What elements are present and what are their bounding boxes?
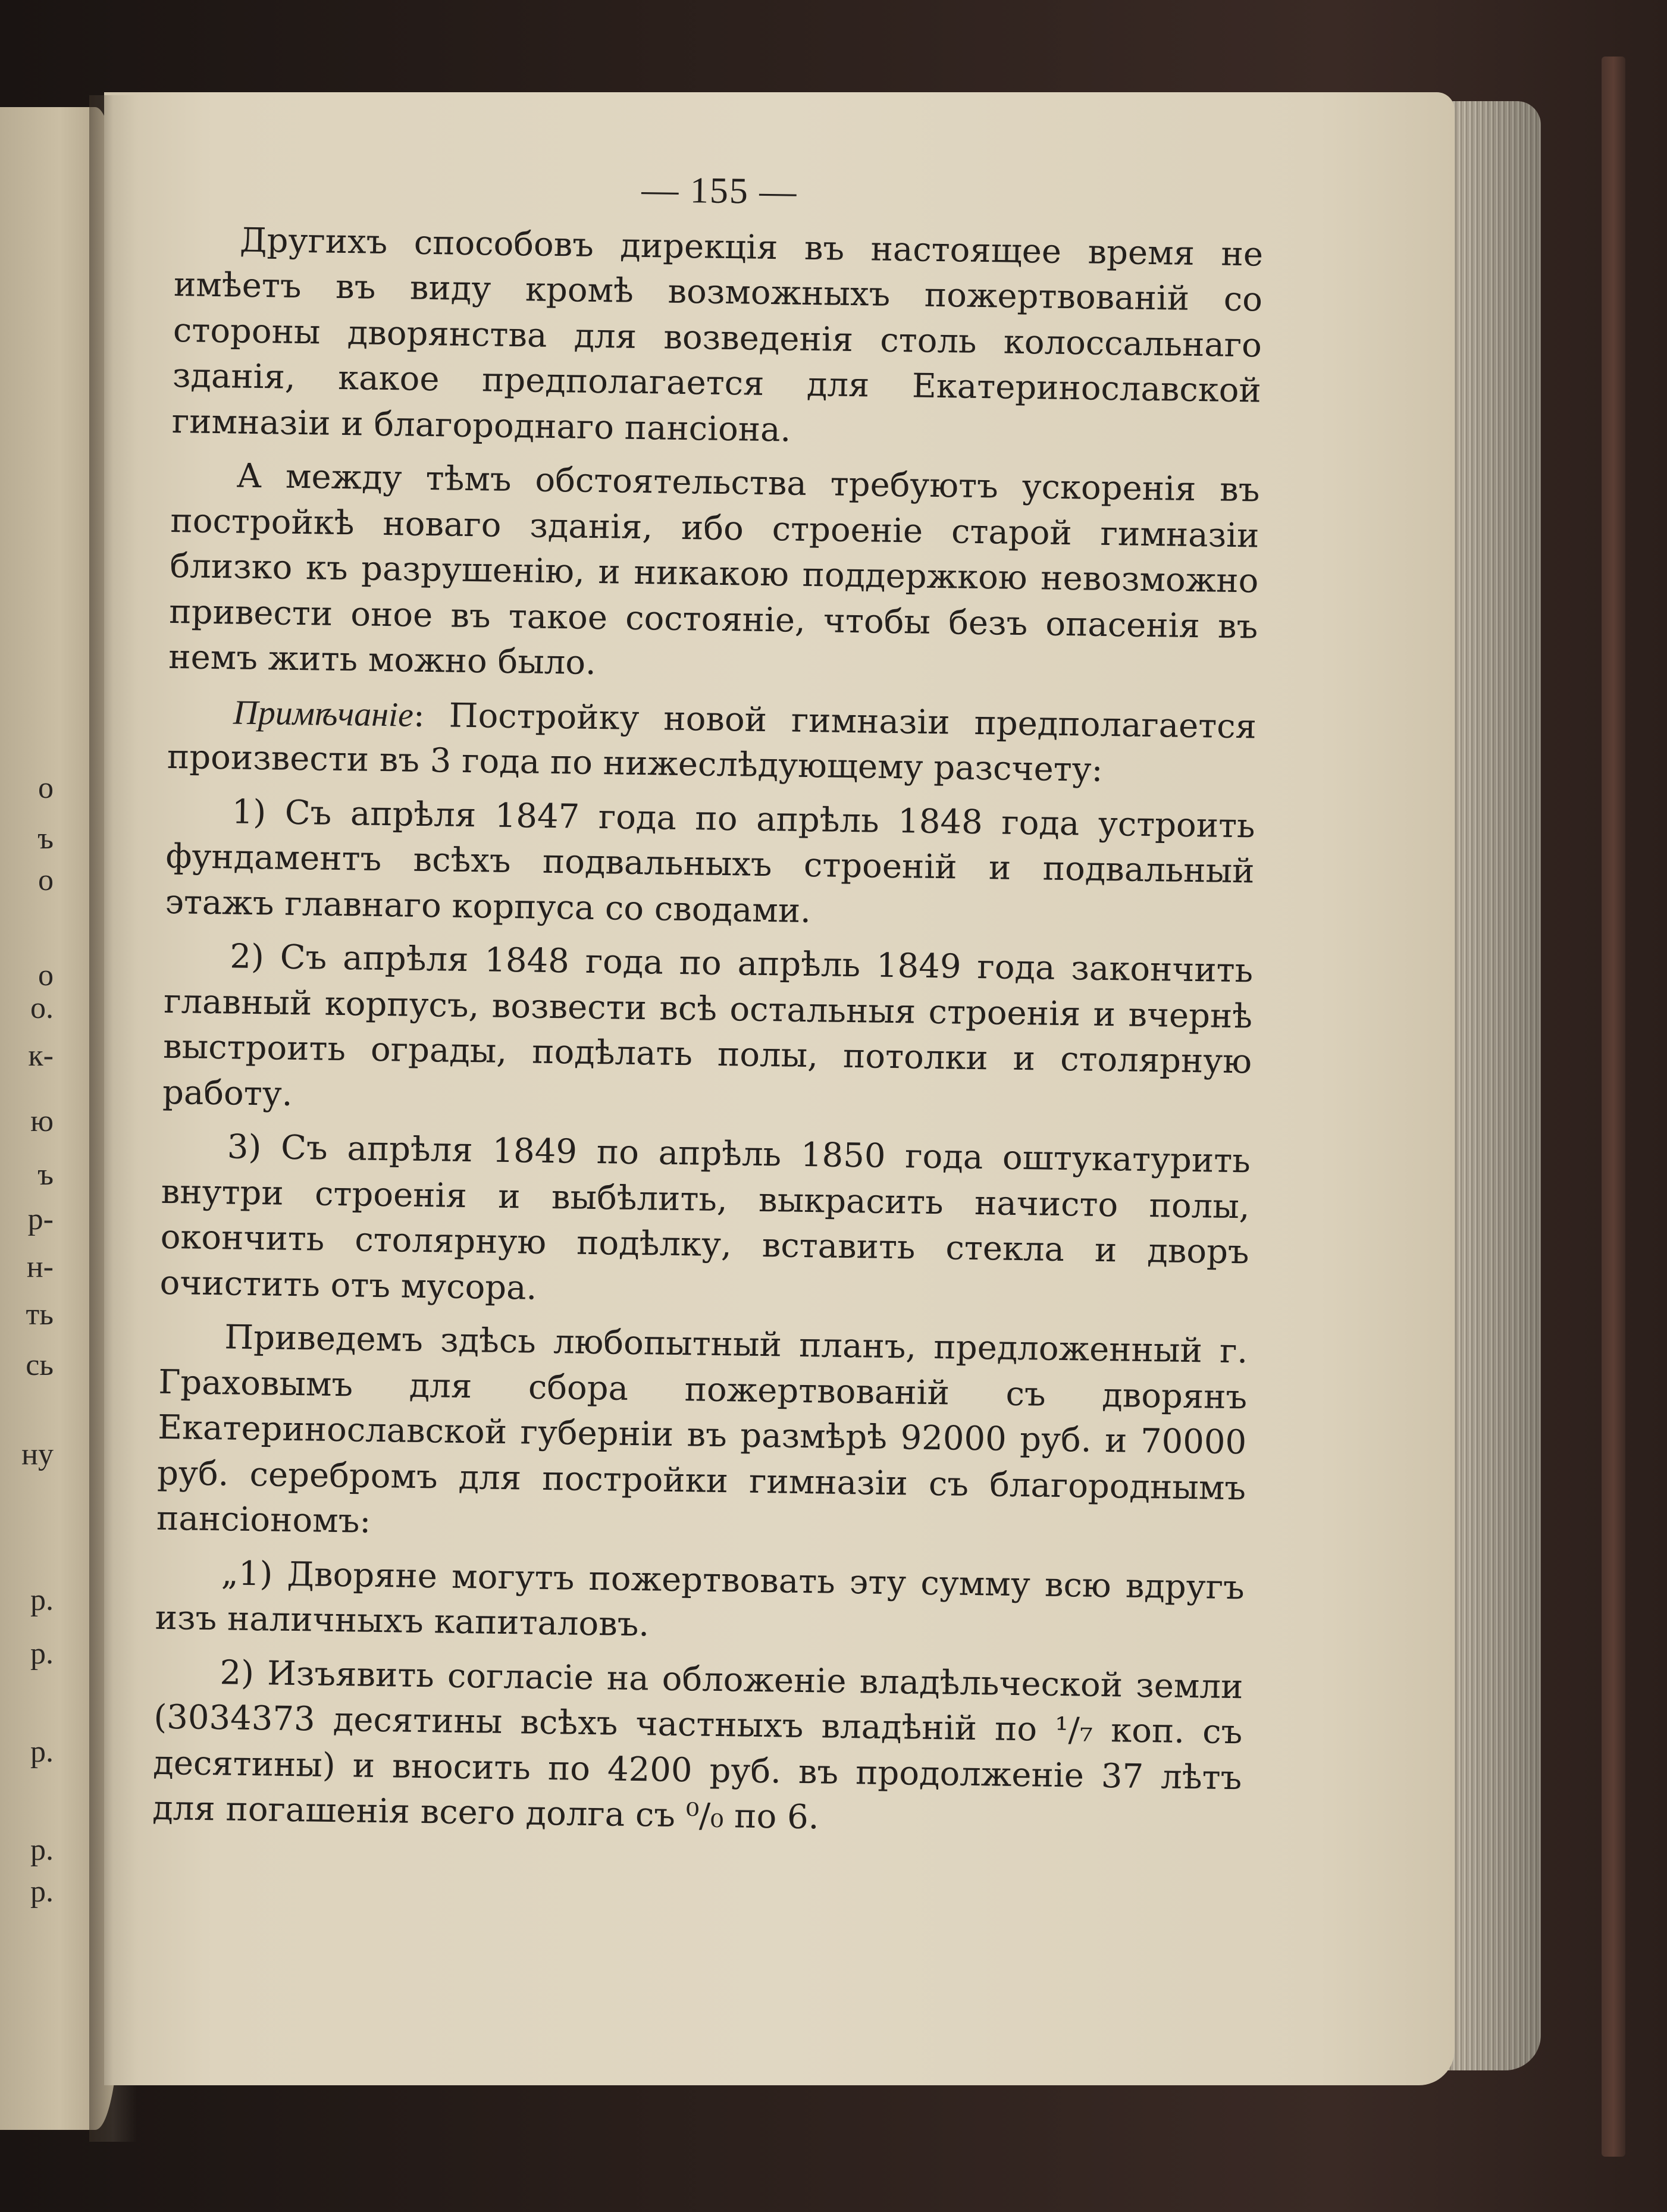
left-fragment: р-: [27, 1202, 54, 1236]
left-fragment: сь: [26, 1348, 54, 1382]
paragraph-note: [167, 688, 1256, 795]
quote-item-2: 2) Изъявить согласіе на обложеніе владѣльческой земли (3034373 десятины всѣхъ частныхъ владѣній по ¹/₇ коп. съ десятины) и вносить по 4200 руб. въ продолженіе 37 лѣтъ для погашенія всего долга съ ⁰/₀ по 6.: [152, 1653, 1243, 1837]
page-number: — 155 —: [641, 169, 798, 212]
list-item-1849: 3) Съ апрѣля 1849 по апрѣль 1850 года оштукатурить внутри строенія и выбѣлить, выкрасить начисто полы, окончить столярную подѣлку, вставить стекла и дворъ очистить отъ мусора.: [159, 1127, 1251, 1308]
left-fragment: ну: [21, 1437, 54, 1471]
paragraph-circumstances: А между тѣмъ обстоятельства требуютъ ускоренія въ постройкѣ новаго зданія, ибо строеніе старой гимназіи близко къ разрушенію, и никакою поддержкою невозможно привести оное въ такое состояніе, чтобы безъ опасенія въ немъ жить можно было.: [168, 456, 1260, 682]
quote-item-1: „1) Дворяне могутъ пожертвовать эту сумму всю вдругъ изъ наличныхъ капиталовъ.: [155, 1553, 1245, 1644]
list-item-1848: 2) Съ апрѣля 1848 года по апрѣль 1849 года закончить главный корпусъ, возвести всѣ остальныя строенія и вчернѣ выстроить ограды, подѣлать полы, потолки и столярную работу.: [162, 937, 1254, 1114]
left-fragment: ъ: [37, 822, 54, 856]
note-label: Примѣчаніе: [233, 692, 414, 734]
book-gutter: [89, 95, 137, 2142]
left-fragment: р.: [30, 1735, 54, 1769]
left-fragment: р.: [30, 1833, 54, 1867]
cover-edge: [1602, 57, 1625, 2157]
left-fragment: о: [38, 863, 54, 897]
left-fragment: р.: [30, 1583, 54, 1617]
left-fragment: о.: [30, 991, 54, 1025]
left-fragment: ъ: [37, 1158, 54, 1192]
left-fragment: р.: [30, 1875, 54, 1909]
list-item-1847: 1) Съ апрѣля 1847 года по апрѣль 1848 года устроить фундаментъ всѣхъ подвальныхъ строеній и подвальный этажъ главнаго корпуса со сводами.: [165, 792, 1256, 930]
paragraph-other-methods: Другихъ способовъ дирекція въ настоящее время не имѣетъ въ виду кромѣ возможныхъ пожертвованій со стороны дворянства для возведенія столь колоссальнаго зданія, какое предполагается для Екатеринославской гимназіи и благороднаго пансіона.: [171, 221, 1264, 449]
page-text: [152, 161, 1264, 1855]
note-text: : Постройку новой гимназіи предполагается произвести въ 3 года по нижеслѣдующему разсчету:: [167, 695, 1257, 789]
left-fragment: о: [38, 958, 54, 992]
paragraph-plan: Приведемъ здѣсь любопытный планъ, предложенный г. Граховымъ для сбора пожертвованій съ дворянъ Екатеринославской губерніи въ размѣрѣ 92000 руб. и 70000 руб. серебромъ для постройки гимназіи съ благороднымъ пансіономъ:: [156, 1318, 1248, 1541]
left-fragment: к-: [28, 1039, 54, 1073]
left-fragment: н-: [26, 1250, 54, 1284]
left-fragment: ю: [30, 1104, 54, 1138]
left-fragment: о: [38, 771, 54, 805]
left-fragment: р.: [30, 1637, 54, 1671]
left-fragment: ть: [26, 1298, 54, 1331]
